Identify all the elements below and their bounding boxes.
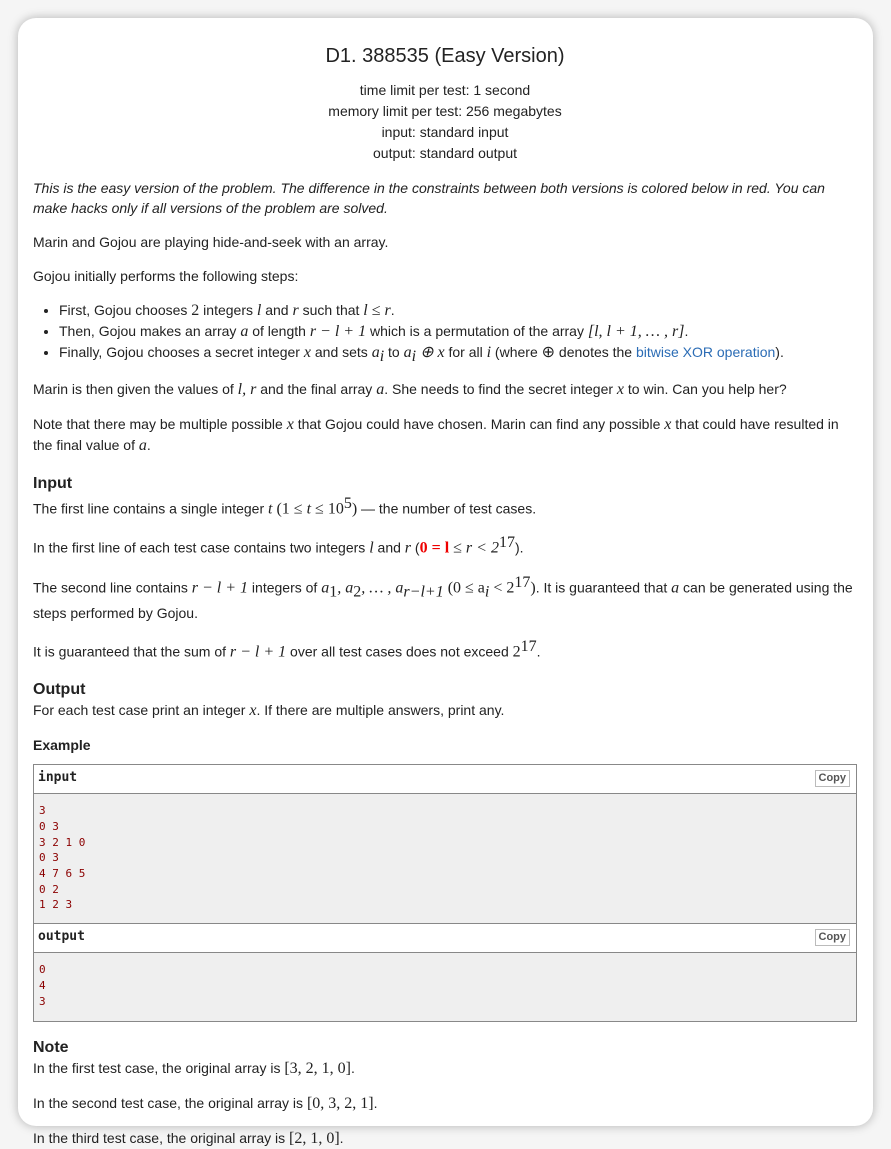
input-paragraph-2: In the first line of each test case contains two integers l and r $(0 = l \le r < 2^{17})$. xyxy=(33,534,524,558)
step-item: • Then, Gojou makes an array a of length r − l + 1 which is a permutation of the array [l, l + 1, … , r]. xyxy=(59,321,857,342)
input-paragraph-3: The second line contains r − l + 1 integers of $a_1$, $a_2$, … , $a_{r-l+1}$ $(0 \le a_i < 2^{17})$. It is guaranteed that a can be generated using the steps performed by Gojou. xyxy=(33,574,853,621)
sample-input-line: 4 7 6 5 xyxy=(39,867,86,881)
red-constraint: 0 = l xyxy=(419,540,450,558)
memory-limit: memory limit per test: 256 megabytes xyxy=(328,103,562,119)
sample-output-body xyxy=(34,953,856,1021)
note-paragraph-3: In the third test case, the original array is [2, 1, 0]. xyxy=(33,1130,344,1148)
sample-input-line: 0 2 xyxy=(39,882,59,896)
step-item: • Finally, Gojou chooses a secret integer x and sets $a_i$ to $a_i$ ⊕ x for all i (where ⊕ denotes the bitwise XOR operation). xyxy=(59,342,857,367)
example-heading: Example xyxy=(33,737,91,754)
problem-statement xyxy=(18,18,873,1148)
step-item: • First, Gojou chooses 2 integers l and r such that l ≤ r. xyxy=(59,300,857,321)
output-file: output: standard output xyxy=(373,145,517,161)
sample-input-line: 0 3 xyxy=(39,819,59,833)
version-legend: This is the easy version of the problem. The difference in the constraints between both versions is colored below in red. You can make hacks only if all versions of the problem are solved. xyxy=(33,180,825,216)
input-paragraph-4: It is guaranteed that the sum of r − l + 1 over all test cases does not exceed $2^{17}$. xyxy=(33,637,541,661)
input-paragraph-1: The first line contains a single integer t $(1 \le t \le 10^5)$ — the number of test cases. xyxy=(33,494,537,518)
statement-paragraph-2: Gojou initially performs the following steps: xyxy=(33,268,299,284)
copy-input-button[interactable]: Copy xyxy=(815,770,851,787)
steps-list xyxy=(33,300,857,367)
sample-input-label: input xyxy=(38,770,78,786)
note-paragraph-1: In the first test case, the original array is [3, 2, 1, 0]. xyxy=(33,1060,355,1078)
sample-output-line: 3 xyxy=(39,994,46,1008)
note-heading: Note xyxy=(33,1039,69,1057)
input-heading: Input xyxy=(33,474,73,492)
problem-header xyxy=(33,45,857,164)
sample-input-body xyxy=(34,794,856,924)
sample-output-line: 4 xyxy=(39,978,46,992)
sample-input-line: 3 2 1 0 xyxy=(39,835,86,849)
note-paragraph-2: In the second test case, the original array is [0, 3, 2, 1]. xyxy=(33,1095,378,1113)
sample-input-line: 1 2 3 xyxy=(39,898,73,912)
sample-input-line: 0 3 xyxy=(39,851,59,865)
sample-output-line: 0 xyxy=(39,963,46,977)
statement-paragraph-4: Note that there may be multiple possible x that Gojou could have chosen. Marin can find any possible x that could have resulted in the final value of a. xyxy=(33,415,839,454)
input-file: input: standard input xyxy=(381,124,509,140)
sample-output-label: output xyxy=(38,929,85,945)
output-heading: Output xyxy=(33,681,86,699)
sample-test xyxy=(33,764,857,1022)
time-limit: time limit per test: 1 second xyxy=(359,82,531,98)
sample-input-line: 3 xyxy=(39,804,46,818)
statement-paragraph-3: Marin is then given the values of l, r and the final array a. She needs to find the secret integer x to win. Can you help her? xyxy=(33,380,787,398)
problem-title: D1. 388535 (Easy Version) xyxy=(325,45,565,67)
sample-output-header xyxy=(34,924,856,953)
output-paragraph-1: For each test case print an integer x. If there are multiple answers, print any. xyxy=(33,702,505,720)
statement-paragraph-1: Marin and Gojou are playing hide-and-seek with an array. xyxy=(33,234,389,250)
xor-link[interactable]: bitwise XOR operation xyxy=(635,344,776,360)
copy-output-button[interactable]: Copy xyxy=(815,929,851,946)
sample-input-header xyxy=(34,765,856,794)
